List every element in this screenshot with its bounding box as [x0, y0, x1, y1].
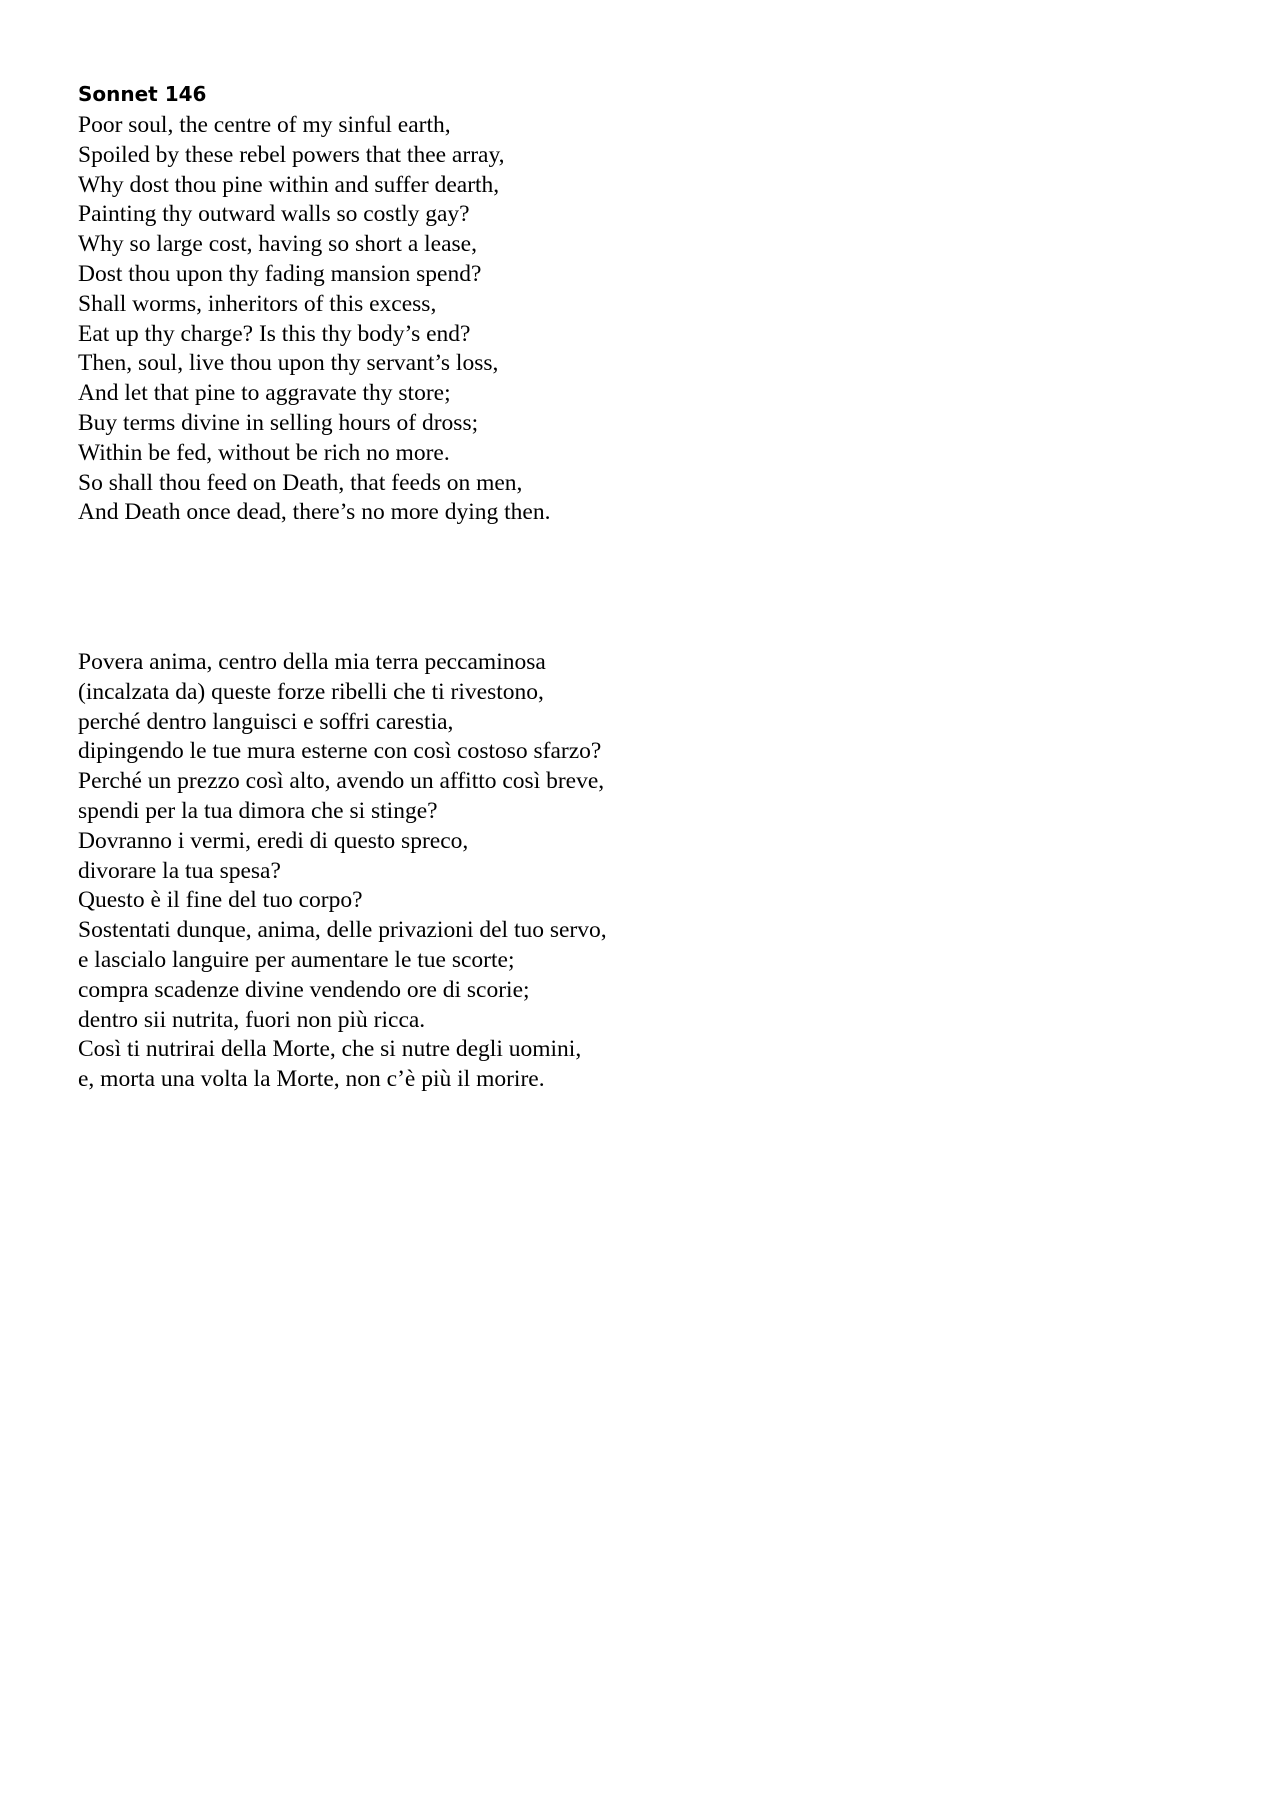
english-line-7: Shall worms, inheritors of this excess, — [78, 290, 437, 317]
italian-line-6: spendi per la tua dimora che si stinge? — [78, 797, 438, 824]
english-line-3: Why dost thou pine within and suffer dearth, — [78, 171, 500, 198]
italian-line-1: Povera anima, centro della mia terra peccaminosa — [78, 649, 546, 675]
italian-line-8: divorare la tua spesa? — [78, 857, 281, 884]
italian-line-9: Questo è il fine del tuo corpo? — [78, 887, 363, 914]
italian-line-5: Perché un prezzo così alto, avendo un affitto così breve, — [78, 768, 605, 795]
italian-line-12: compra scadenze divine vendendo ore di scorie; — [78, 976, 530, 1003]
sonnet-title: Sonnet 146 — [78, 82, 207, 106]
italian-line-13: dentro sii nutrita, fuori non più ricca. — [78, 1006, 426, 1033]
english-line-8: Eat up thy charge? Is this thy body’s end? — [78, 320, 471, 347]
italian-line-10: Sostentati dunque, anima, delle privazioni del tuo servo, — [78, 917, 607, 944]
italian-translation — [78, 648, 607, 1095]
english-line-14: And Death once dead, there’s no more dying then. — [78, 499, 551, 526]
english-line-1: Poor soul, the centre of my sinful earth, — [78, 112, 451, 138]
english-line-6: Dost thou upon thy fading mansion spend? — [78, 260, 482, 287]
italian-line-2: (incalzata da) queste forze ribelli che ti rivestono, — [78, 678, 544, 705]
italian-line-15: e, morta una volta la Morte, non c’è più il morire. — [78, 1066, 545, 1093]
english-line-4: Painting thy outward walls so costly gay? — [78, 201, 470, 228]
italian-line-7: Dovranno i vermi, eredi di questo spreco, — [78, 827, 469, 854]
english-line-13: So shall thou feed on Death, that feeds on men, — [78, 469, 523, 496]
italian-line-4: dipingendo le tue mura esterne con così costoso sfarzo? — [78, 738, 602, 765]
italian-line-3: perché dentro languisci e soffri carestia, — [78, 708, 454, 735]
english-line-9: Then, soul, live thou upon thy servant’s loss, — [78, 350, 499, 377]
english-sonnet — [78, 111, 550, 528]
english-line-10: And let that pine to aggravate thy store; — [78, 380, 451, 407]
english-line-5: Why so large cost, having so short a lease, — [78, 231, 477, 258]
english-line-2: Spoiled by these rebel powers that thee array, — [78, 141, 505, 168]
italian-line-11: e lascialo languire per aumentare le tue scorte; — [78, 946, 515, 973]
english-line-12: Within be fed, without be rich no more. — [78, 439, 450, 466]
italian-line-14: Così ti nutrirai della Morte, che si nutre degli uomini, — [78, 1036, 582, 1063]
english-line-11: Buy terms divine in selling hours of dross; — [78, 409, 479, 436]
